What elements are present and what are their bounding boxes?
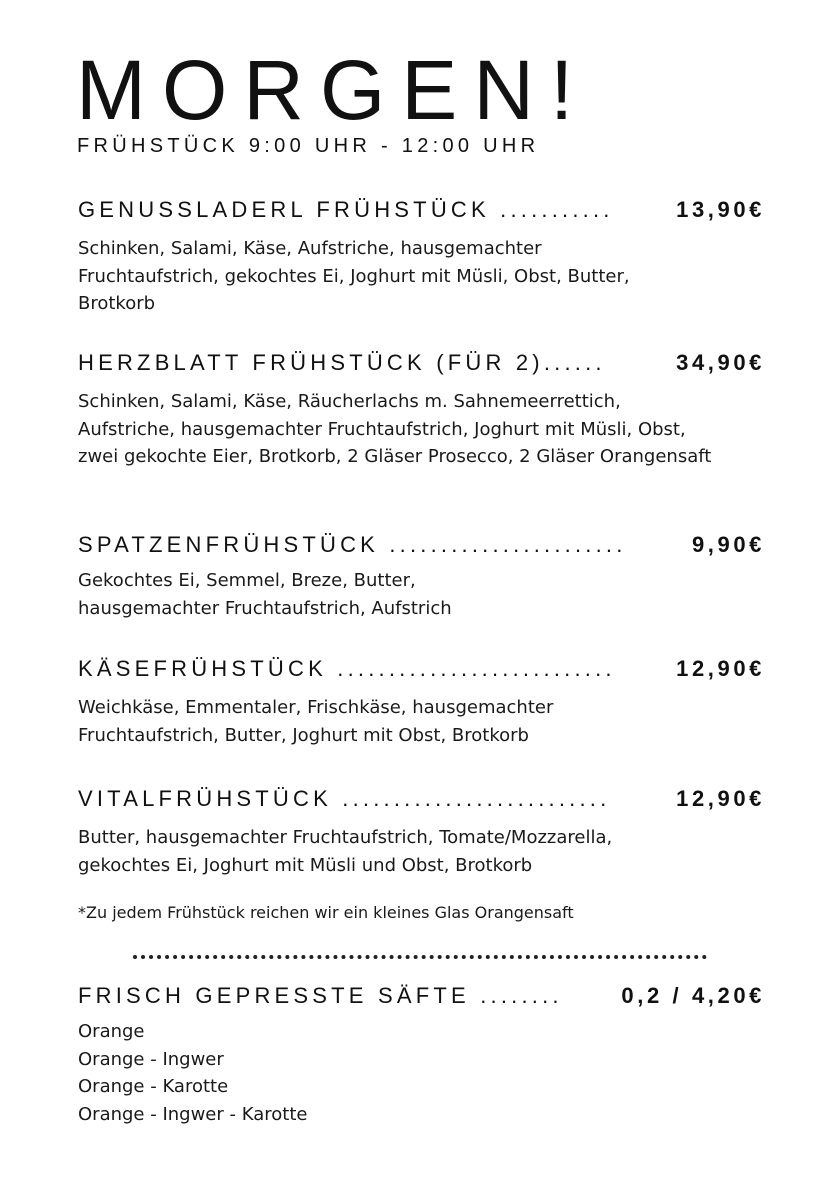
menu-item-price: 34,90€ <box>676 350 765 375</box>
menu-item-name: FRISCH GEPRESSTE SÄFTE ........ <box>78 983 563 1008</box>
juice-option: Orange - Karotte <box>78 1076 229 1097</box>
juice-options-list <box>78 1018 307 1128</box>
menu-item-description: Gekochtes Ei, Semmel, Breze, Butter, hausgemachter Fruchtaufstrich, Aufstrich <box>78 570 452 619</box>
juice-option: Orange - Ingwer <box>78 1048 224 1070</box>
juice-option: Orange - Ingwer - Karotte <box>78 1103 308 1125</box>
page-title: MORGEN! <box>76 43 590 137</box>
menu-item-name: SPATZENFRÜHSTÜCK ....................... <box>78 532 627 557</box>
juice-option: Orange <box>78 1021 145 1042</box>
menu-item-price: 13,90€ <box>676 197 765 222</box>
menu-item-name: KÄSEFRÜHSTÜCK ........................... <box>78 656 616 681</box>
menu-item-description: Schinken, Salami, Käse, Räucherlachs m. Sahnemeerrettich, Aufstriche, hausgemachter Fruchtaufstrich, Joghurt mit Müsli, Obst, zwei gekochte Eier, Brotkorb, 2 Gläser Prosecco, 2 Gläser Orangensaft <box>78 391 712 467</box>
breakfast-hours: FRÜHSTÜCK 9:00 UHR - 12:00 UHR <box>77 135 540 157</box>
menu-item-price: 12,90€ <box>676 786 765 811</box>
menu-item-name: HERZBLATT FRÜHSTÜCK (FÜR 2)...... <box>78 350 606 375</box>
orange-juice-note: *Zu jedem Frühstück reichen wir ein kleines Glas Orangensaft <box>78 903 574 922</box>
menu-item-price: 9,90€ <box>691 532 765 557</box>
menu-item-name: VITALFRÜHSTÜCK .......................... <box>78 786 611 811</box>
dotted-divider <box>133 955 707 959</box>
menu-item-price: 12,90€ <box>676 656 765 681</box>
menu-item-description: Schinken, Salami, Käse, Aufstriche, hausgemachter Fruchtaufstrich, gekochtes Ei, Joghurt mit Müsli, Obst, Butter, Brotkorb <box>78 238 630 314</box>
menu-item-description: Butter, hausgemachter Fruchtaufstrich, Tomate/Mozzarella, gekochtes Ei, Joghurt mit Müsli und Obst, Brotkorb <box>78 827 613 876</box>
menu-item-description: Weichkäse, Emmentaler, Frischkäse, hausgemachter Fruchtaufstrich, Butter, Joghurt mit Obst, Brotkorb <box>78 697 554 746</box>
menu-item-price: 0,2 / 4,20€ <box>621 983 765 1008</box>
menu-item-name: GENUSSLADERL FRÜHSTÜCK ........... <box>78 197 614 222</box>
